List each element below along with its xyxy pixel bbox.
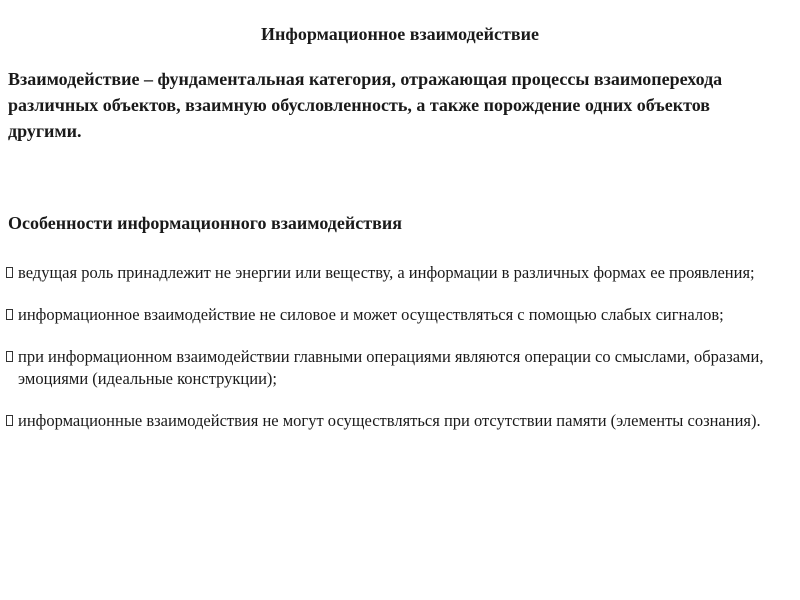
list-item xyxy=(6,410,766,432)
list-item xyxy=(6,304,766,326)
definition-paragraph: Взаимодействие – фундаментальная категория, отражающая процессы взаимоперехода различных объектов, взаимную обусловленность, а также порождение одних объектов другими. xyxy=(8,69,723,141)
square-bullet-icon xyxy=(6,351,13,362)
feature-text: при информационном взаимодействии главными операциями являются операции со смыслами, образами, эмоциями (идеальные конструкции); xyxy=(18,347,764,388)
features-list xyxy=(6,262,766,452)
feature-text: ведущая роль принадлежит не энергии или веществу, а информации в различных формах ее проявления; xyxy=(18,263,755,282)
square-bullet-icon xyxy=(6,415,13,426)
square-bullet-icon xyxy=(6,309,13,320)
slide-title: Информационное взаимодействие xyxy=(261,24,539,44)
feature-text: информационное взаимодействие не силовое и может осуществляться с помощью слабых сигналов; xyxy=(18,305,724,324)
list-item xyxy=(6,262,766,284)
feature-text: информационные взаимодействия не могут осуществляться при отсутствии памяти (элементы сознания). xyxy=(18,411,761,430)
square-bullet-icon xyxy=(6,267,13,278)
features-heading: Особенности информационного взаимодействия xyxy=(8,213,402,233)
list-item xyxy=(6,346,766,390)
